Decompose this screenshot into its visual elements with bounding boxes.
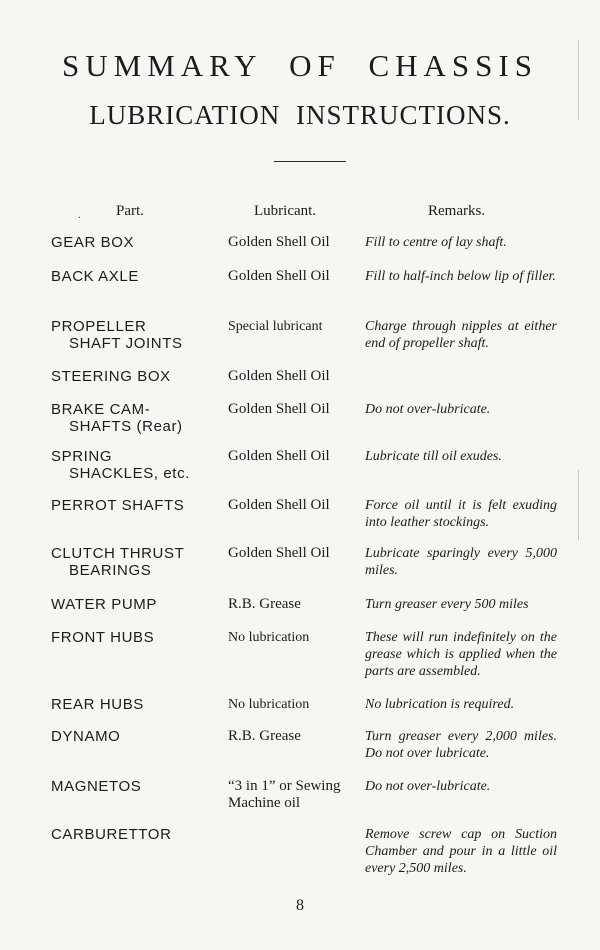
remarks-cell: Fill to centre of lay shaft. [365,235,507,250]
part-line-2: BEARINGS [69,562,152,579]
remarks-cell: These will run indefinitely on the grease which is applied when the parts are assembled. [365,630,557,679]
remarks-cell: Lubricate sparingly every 5,000 miles. [365,546,557,578]
part-line-2: SHAFT JOINTS [69,335,183,352]
part-line-1: SPRING [51,448,113,465]
part-line-2: SHACKLES, etc. [69,465,190,482]
page-number: 8 [296,897,304,914]
part-cell: CARBURETTOR [51,826,172,843]
remarks-cell: Charge through nipples at either end of propeller shaft. [365,319,557,351]
part-line-1: PROPELLER [51,318,147,335]
lubricant-cell: Special lubricant [228,319,323,334]
lubricant-cell: Golden Shell Oil [228,545,330,561]
part-cell: GEAR BOX [51,234,135,251]
title-rule [274,161,346,162]
title-line-1: SUMMARY OF CHASSIS [62,48,538,83]
scan-edge-mark [578,40,579,120]
part-cell [51,401,223,435]
part-cell: WATER PUMP [51,596,157,613]
lubricant-cell: No lubrication [228,697,310,712]
remarks-cell: Lubricate till oil exudes. [365,449,502,464]
part-cell: MAGNETOS [51,778,142,795]
part-line-1: CLUTCH THRUST [51,545,185,562]
remarks-cell: Fill to half-inch below lip of filler. [365,269,556,284]
lubricant-cell: R.B. Grease [228,596,301,612]
part-line-1: BRAKE CAM- [51,401,151,418]
title-line-2: LUBRICATION INSTRUCTIONS. [89,100,511,130]
scan-edge-mark [578,470,579,540]
part-line-2: SHAFTS (Rear) [69,418,183,435]
part-cell: PERROT SHAFTS [51,497,185,514]
header-remarks: Remarks. [428,203,486,219]
part-cell: REAR HUBS [51,696,144,713]
part-cell: DYNAMO [51,728,121,745]
remarks-cell: Turn greaser every 500 miles [365,597,529,612]
remarks-cell: Do not over-lubricate. [365,402,491,417]
part-cell [51,448,223,482]
header-lubricant: Lubricant. [254,203,317,219]
lubricant-cell: R.B. Grease [228,728,301,744]
lubricant-cell: Golden Shell Oil [228,401,330,417]
remarks-cell: Turn greaser every 2,000 miles. Do not over lubricate. [365,729,557,761]
lubricant-cell: Golden Shell Oil [228,448,330,464]
lubricant-cell: “3 in 1” or Sewing Machine oil [228,778,341,811]
remarks-cell: Remove screw cap on Suction Chamber and pour in a little oil every 2,500 miles. [365,827,557,876]
part-cell: FRONT HUBS [51,629,155,646]
part-cell: BACK AXLE [51,268,139,285]
part-cell: STEERING BOX [51,368,171,385]
part-cell [51,318,223,352]
remarks-cell: Do not over-lubricate. [365,779,491,794]
remarks-cell: Force oil until it is felt exuding into leather stockings. [365,498,557,530]
lubricant-cell: Golden Shell Oil [228,268,330,284]
stray-dot: . [78,210,81,221]
lubricant-cell: Golden Shell Oil [228,497,330,513]
part-cell [51,545,223,579]
remarks-cell: No lubrication is required. [365,697,515,712]
header-part: Part. [116,203,144,219]
lubricant-cell: No lubrication [228,630,310,645]
lubricant-cell: Golden Shell Oil [228,234,330,250]
lubricant-cell: Golden Shell Oil [228,368,330,384]
